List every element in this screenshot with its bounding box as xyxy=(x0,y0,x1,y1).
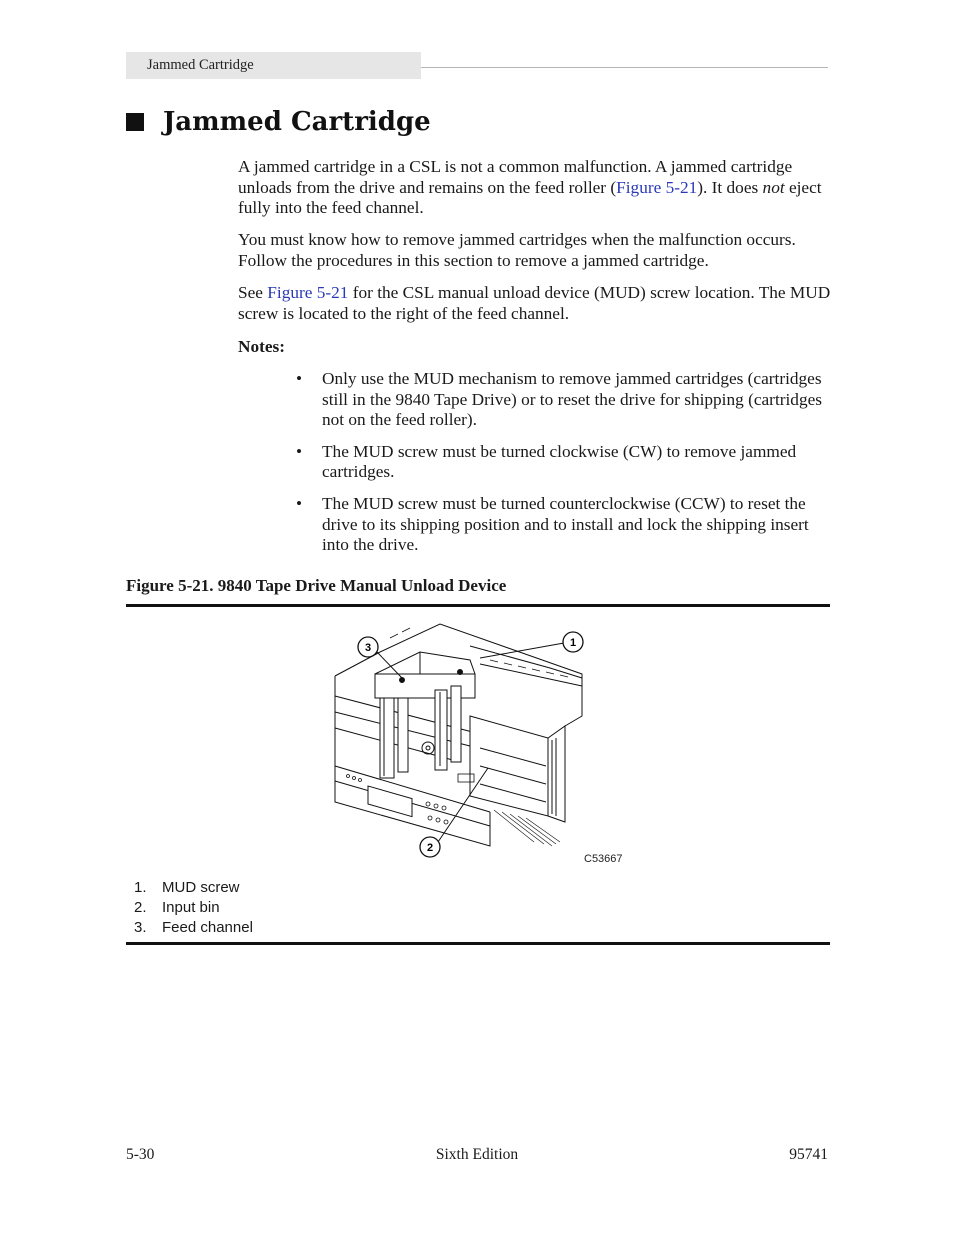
tape-drive-illustration xyxy=(320,616,620,870)
list-item xyxy=(296,442,832,483)
figure-caption: Figure 5-21. 9840 Tape Drive Manual Unload Device xyxy=(126,576,507,595)
list-item-text: The MUD screw must be turned counterclockwise (CCW) to reset the drive to its shipping position and to install and lock the shipping insert into the drive. xyxy=(322,493,809,555)
paragraph-1 xyxy=(238,157,832,219)
bullet-icon: • xyxy=(296,369,303,388)
title-square-icon xyxy=(126,113,144,131)
callout-2: 2 xyxy=(426,842,434,854)
paragraph-1-text-a: A jammed cartridge in a CSL is not a common malfunction. A jammed cartridge unloads from the drive and remains on the feed roller ( xyxy=(238,157,793,197)
paragraph-3-text-b: for the CSL manual unload device (MUD) screw location. The MUD screw is located to the right of the feed channel. xyxy=(238,283,831,323)
legend-item xyxy=(126,878,253,898)
paragraph-1-text-b: ). It does xyxy=(697,177,763,197)
legend-item xyxy=(126,898,253,918)
legend-text: MUD screw xyxy=(162,879,240,896)
paragraph-2 xyxy=(238,230,832,271)
notes-label: Notes: xyxy=(238,337,286,356)
bullet-icon: • xyxy=(296,493,303,513)
figure-link[interactable]: Figure 5-21 xyxy=(267,283,349,302)
legend-number: 3. xyxy=(134,919,147,936)
paragraph-1-emphasis: not xyxy=(762,177,785,197)
list-item xyxy=(296,369,832,431)
figure-id: C53667 xyxy=(584,853,623,865)
legend-text: Input bin xyxy=(162,899,220,916)
section-title xyxy=(126,104,431,140)
section-title-text: Jammed Cartridge xyxy=(163,107,431,137)
figure-rule-top xyxy=(126,604,830,607)
list-item-text: The MUD screw must be turned clockwise (CW) to remove jammed cartridges. xyxy=(322,441,797,482)
running-head: Jammed Cartridge xyxy=(126,52,421,79)
paragraph-3-text-a: See xyxy=(238,283,268,302)
callout-3: 3 xyxy=(364,642,372,654)
callout-1: 1 xyxy=(569,637,577,649)
list-item xyxy=(296,494,832,556)
notes-list xyxy=(296,369,832,567)
paragraph-2-text: You must know how to remove jammed cartridges when the malfunction occurs. Follow the procedures in this section to remove a jammed cartridge. xyxy=(238,230,796,270)
figure-legend xyxy=(126,878,253,938)
page-number: 5-30 xyxy=(126,1146,155,1163)
legend-item xyxy=(126,918,253,938)
edition-label: Sixth Edition xyxy=(435,1146,519,1163)
legend-number: 1. xyxy=(134,879,147,896)
paragraph-1-text-c: eject fully into the feed channel. xyxy=(238,177,822,218)
paragraph-3 xyxy=(238,283,832,324)
document-number: 95741 xyxy=(789,1146,828,1163)
header-rule xyxy=(421,67,828,68)
legend-number: 2. xyxy=(134,899,147,916)
figure-link[interactable]: Figure 5-21 xyxy=(616,177,698,197)
figure-rule-bottom xyxy=(126,942,830,945)
legend-text: Feed channel xyxy=(162,919,253,936)
bullet-icon: • xyxy=(296,441,303,461)
list-item-text: Only use the MUD mechanism to remove jammed cartridges (cartridges still in the 9840 Tape Drive) or to reset the drive for shipping (cartridges not on the feed roller). xyxy=(322,369,822,430)
